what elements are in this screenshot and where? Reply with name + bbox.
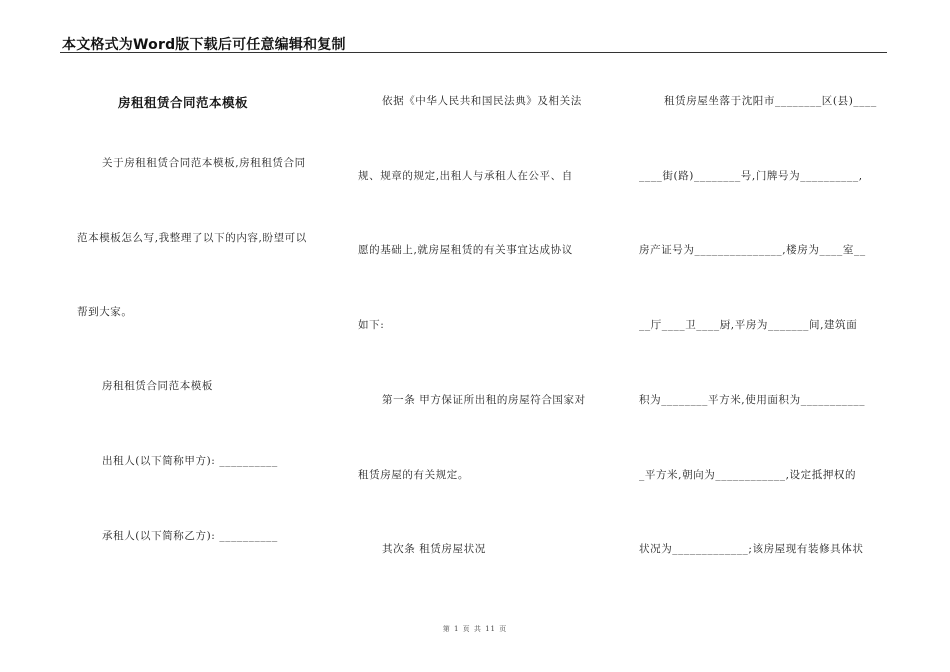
paragraph-line: 状况为_____________;该房屋现有装修具体状 xyxy=(639,543,864,555)
paragraph-line: _平方米,朝向为____________,设定抵押权的 xyxy=(639,469,857,481)
paragraph-line: 关于房租租赁合同范本模板,房租租赁合同 xyxy=(102,157,306,169)
header-title: 本文格式为Word版下载后可任意编辑和复制 xyxy=(62,37,346,53)
paragraph-line: 愿的基础上,就房屋租赁的有关事宜达成协议 xyxy=(358,244,573,256)
section-heading: 房租租赁合同范本模板 xyxy=(102,380,213,392)
paragraph-line: 积为________平方米,使用面积为___________ xyxy=(639,394,866,406)
paragraph-line: __厅____卫____厨,平房为_______间,建筑面 xyxy=(639,319,858,331)
header-divider xyxy=(60,52,887,53)
paragraph-line: 依据《中华人民共和国民法典》及相关法 xyxy=(382,95,582,107)
page-number: 第 1 页 共 11 页 xyxy=(442,625,508,633)
article-2-heading: 其次条 租赁房屋状况 xyxy=(382,543,486,555)
lessor-field: 出租人(以下简称甲方): __________ xyxy=(102,455,278,467)
paragraph-line: 帮到大家。 xyxy=(77,306,133,318)
lessee-field: 承租人(以下简称乙方): __________ xyxy=(102,530,278,542)
paragraph-line: ____街(路)________号,门牌号为__________, xyxy=(639,170,863,182)
paragraph-line: 如下: xyxy=(358,319,385,331)
paragraph-line: 房产证号为_______________,楼房为____室__ xyxy=(639,244,866,256)
paragraph-line: 租赁房屋坐落于沈阳市________区(县)____ xyxy=(664,95,877,107)
paragraph-line: 范本模板怎么写,我整理了以下的内容,盼望可以 xyxy=(77,232,307,244)
paragraph-line: 租赁房屋的有关规定。 xyxy=(358,469,469,481)
paragraph-line: 规、规章的规定,出租人与承租人在公平、自 xyxy=(358,170,573,182)
document-title: 房租租赁合同范本模板 xyxy=(118,95,249,110)
article-1-line: 第一条 甲方保证所出租的房屋符合国家对 xyxy=(382,394,586,406)
